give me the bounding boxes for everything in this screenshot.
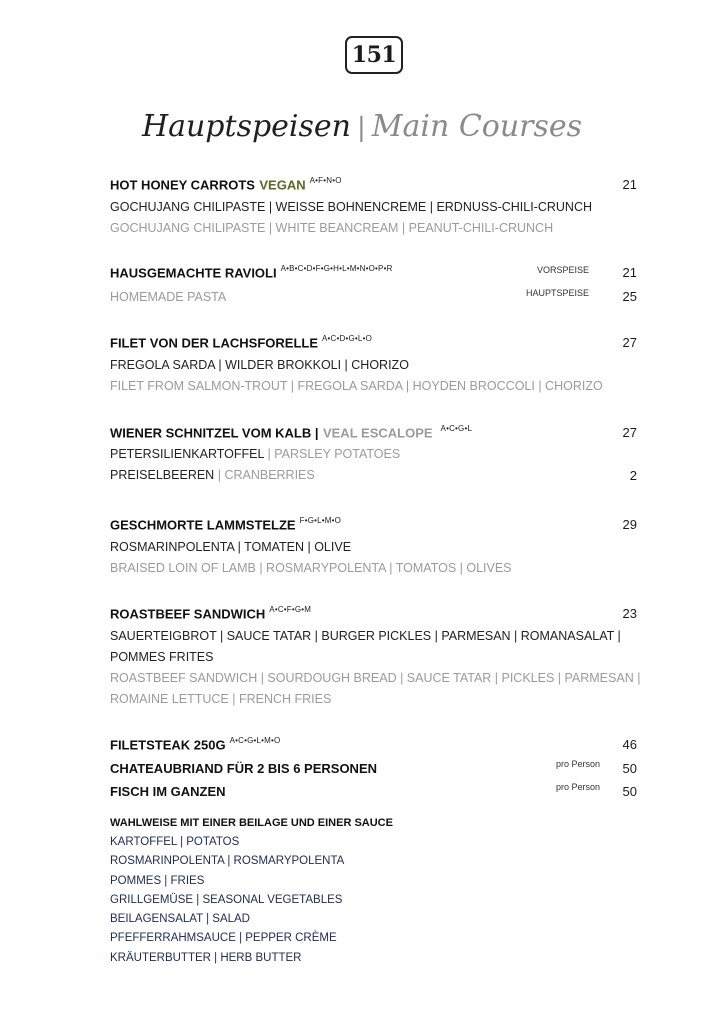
side-option: GRILLGEMÜSE | SEASONAL VEGETABLES [110, 894, 343, 906]
page-title [0, 102, 724, 153]
dish-price-main: 25 [622, 289, 637, 304]
sides-heading: WAHLWEISE MIT EINER BEILAGE UND EINER SAUCE [110, 817, 393, 829]
side-cranberries: PREISELBEEREN | CRANBERRIES [110, 468, 315, 482]
side-option: BEILAGENSALAT | SALAD [110, 913, 250, 925]
dish-name: FILET VON DER LACHSFORELLE [110, 335, 318, 351]
price-unit-note: pro Person [556, 782, 601, 792]
dish-description-en: GOCHUJANG CHILIPASTE | WHITE BEANCREAM | PEANUT-CHILI-CRUNCH [110, 221, 554, 235]
dish-name: CHATEAUBRIAND FÜR 2 BIS 6 PERSONEN [110, 761, 378, 776]
title-english: Main Courses [371, 109, 583, 144]
side-option: KARTOFFEL | POTATOS [110, 836, 240, 848]
dish-price: 27 [622, 335, 637, 350]
dish-name-english: VEAL ESCALOPE [322, 425, 433, 441]
side-option: POMMES | FRIES [110, 875, 205, 887]
dish-description-en: FILET FROM SALMON-TROUT | FREGOLA SARDA | HOYDEN BROCCOLI | CHORIZO [110, 379, 603, 393]
allergen-codes: A•F•N•O [309, 176, 342, 185]
dish-price: 50 [622, 784, 637, 799]
dish-name: WIENER SCHNITZEL VOM KALB | [110, 425, 319, 441]
side-option: KRÄUTERBUTTER | HERB BUTTER [110, 952, 302, 964]
dish-filetsteak [110, 736, 280, 754]
dish-price: 50 [622, 761, 637, 776]
title-german: Hauptspeisen [141, 109, 351, 144]
dish-description-de: ROSMARINPOLENTA | TOMATEN | OLIVE [110, 540, 352, 554]
dish-chateaubriand [110, 760, 377, 778]
side-name-de: PETERSILIENKARTOFFEL [110, 447, 264, 461]
allergen-codes: A•B•C•D•F•G•H•L•M•N•O•P•R [280, 264, 393, 273]
dish-description-de: GOCHUJANG CHILIPASTE | WEISSE BOHNENCREME | ERDNUSS-CHILI-CRUNCH [110, 200, 593, 214]
dish-description-de: FREGOLA SARDA | WILDER BROKKOLI | CHORIZO [110, 358, 409, 372]
allergen-codes: A•C•D•G•L•O [322, 334, 372, 343]
vegan-tag: VEGAN [259, 177, 306, 193]
dish-lammstelze [110, 516, 341, 534]
dish-price: 29 [622, 517, 637, 532]
dish-description-en-line1: ROASTBEEF SANDWICH | SOURDOUGH BREAD | SAUCE TATAR | PICKLES | PARMESAN | [110, 671, 641, 685]
dish-price: 46 [622, 737, 637, 752]
side-option: ROSMARINPOLENTA | ROSMARYPOLENTA [110, 855, 345, 867]
restaurant-logo: 151 [345, 36, 403, 74]
dish-description-de-line2: POMMES FRITES [110, 650, 214, 664]
dish-name: HOT HONEY CARROTS [110, 177, 255, 193]
dish-wiener-schnitzel [110, 424, 472, 442]
title-separator: | [357, 113, 366, 143]
dish-roastbeef-sandwich [110, 605, 311, 623]
side-potatoes: PETERSILIENKARTOFFEL | PARSLEY POTATOES [110, 447, 401, 461]
dish-price-starter: 21 [622, 265, 637, 280]
allergen-codes: A•C•F•G•M [269, 605, 312, 614]
allergen-codes: A•C•G•L [440, 424, 473, 433]
dish-lachsforelle [110, 334, 372, 352]
allergen-codes: F•G•L•M•O [299, 516, 342, 525]
dish-description-en: BRAISED LOIN OF LAMB | ROSMARYPOLENTA | TOMATOS | OLIVES [110, 561, 512, 575]
dish-description-de-line1: SAUERTEIGBROT | SAUCE TATAR | BURGER PICKLES | PARMESAN | ROMANASALAT | [110, 629, 621, 643]
dish-name: FISCH IM GANZEN [110, 784, 226, 799]
dish-fisch-im-ganzen [110, 783, 226, 801]
dish-hot-honey-carrots [110, 176, 342, 194]
dish-price: 23 [622, 606, 637, 621]
price-unit-note: pro Person [556, 759, 601, 769]
side-name-en: PARSLEY POTATOES [274, 447, 401, 461]
allergen-codes: A•C•G•L•M•O [229, 736, 281, 745]
price-label-main: HAUPTSPEISE [526, 288, 590, 298]
dish-name: GESCHMORTE LAMMSTELZE [110, 517, 296, 533]
side-price: 2 [629, 468, 637, 483]
dish-name: HAUSGEMACHTE RAVIOLI [110, 265, 277, 281]
dish-description-en-line2: ROMAINE LETTUCE | FRENCH FRIES [110, 692, 332, 706]
dish-ravioli [110, 264, 393, 282]
side-option: PFEFFERRAHMSAUCE | PEPPER CRÈME [110, 932, 337, 944]
dish-description-en: HOMEMADE PASTA [110, 290, 227, 304]
dish-price: 27 [622, 425, 637, 440]
side-name-de: PREISELBEEREN [110, 468, 215, 482]
dish-name: FILETSTEAK 250G [110, 737, 226, 753]
price-label-starter: VORSPEISE [537, 265, 590, 275]
side-name-en: CRANBERRIES [224, 468, 315, 482]
dish-price: 21 [622, 177, 637, 192]
dish-name: ROASTBEEF SANDWICH [110, 606, 266, 622]
